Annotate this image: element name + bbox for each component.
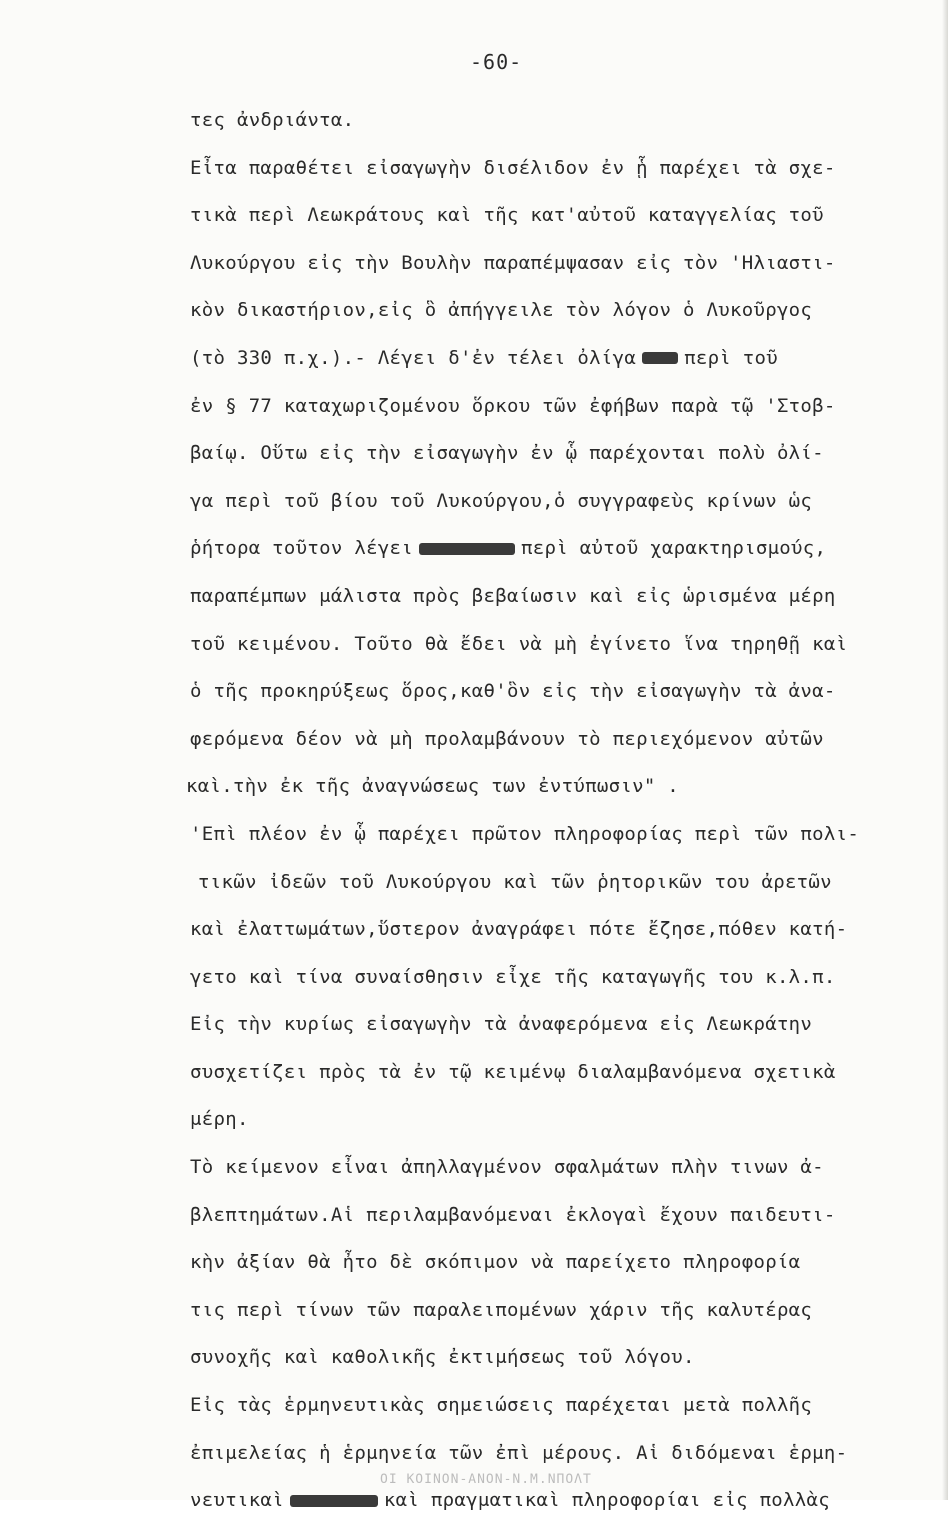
text-line: κὴν ἀξίαν θὰ ἦτο δὲ σκόπιμον νὰ παρείχετο πληροφορία <box>190 1251 801 1274</box>
text-line-segment: καὶ πραγματικαὶ πληροφορίαι εἰς πολλὰς <box>383 1489 831 1512</box>
ink-blot-redaction <box>290 1495 378 1507</box>
text-line: βλεπτημάτων.Αἱ περιλαμβανόμεναι ἐκλογαὶ ἔχουν παιδευτι- <box>190 1203 836 1226</box>
text-line: παραπέμπων μάλιστα πρὸς βεβαίωσιν καὶ εἰς ὡρισμένα μέρη <box>190 584 836 607</box>
ink-blot-redaction <box>419 543 515 555</box>
text-line: τοῦ κειμένου. Τοῦτο θὰ ἔδει νὰ μὴ ἐγίνετο ἵνα τηρηθῇ καὶ <box>190 632 848 655</box>
text-line: ὁ τῆς προκηρύξεως ὅρος,καθ'ὃν εἰς τὴν εἰσαγωγὴν τὰ ἀνα- <box>190 680 836 703</box>
page-number: -60- <box>470 50 523 74</box>
text-line: Λυκούργου εἰς τὴν Βουλὴν παραπέμψασαν εἰς τὸν 'Ηλιαστι- <box>190 251 836 274</box>
text-line: τις περὶ τίνων τῶν παραλειπομένων χάριν τῆς καλυτέρας <box>190 1298 813 1321</box>
text-line: καὶ ἐλαττωμάτων,ὕστερον ἀναγράφει πότε ἔζησε,πόθεν κατή- <box>190 918 848 941</box>
typed-text-body <box>186 97 935 1525</box>
text-line: Εἶτα παραθέτει εἰσαγωγὴν δισέλιδον ἐν ᾗ παρέχει τὰ σχε- <box>190 156 836 179</box>
text-line: φερόμενα δέον νὰ μὴ προλαμβάνουν τὸ περιεχόμενον αὐτῶν <box>190 727 824 750</box>
text-line: Εἰς τὴν κυρίως εἰσαγωγὴν τὰ ἀναφερόμενα εἰς Λεωκράτην <box>190 1013 813 1036</box>
text-line: κὸν δικαστήριον,εἰς ὃ ἀπήγγειλε τὸν λόγον ὁ Λυκοῦργος <box>190 299 813 322</box>
text-line-segment: περὶ αὐτοῦ χαρακτηρισμούς, <box>521 537 827 560</box>
text-line-segment: ῥήτορα τοῦτον λέγει <box>190 537 414 560</box>
text-line: ἐπιμελείας ἡ ἑρμηνεία τῶν ἐπὶ μέρους. Αἱ διδόμεναι ἑρμη- <box>190 1441 848 1464</box>
text-line: συνοχῆς καὶ καθολικῆς ἐκτιμήσεως τοῦ λόγου. <box>190 1346 695 1369</box>
text-line: βαίῳ. Οὕτω εἰς τὴν εἰσαγωγὴν ἐν ᾧ παρέχονται πολὺ ὀλί- <box>190 442 824 465</box>
text-line: τικὰ περὶ Λεωκράτους καὶ τῆς κατ'αὐτοῦ καταγγελίας τοῦ <box>190 204 824 227</box>
faint-footer-stamp: ΟΙ ΚΟΙΝΟΝ-ΑΝΟΝ-Ν.Μ.ΝΠΟΛΤ <box>380 1472 592 1487</box>
text-line <box>190 525 935 573</box>
text-line: συσχετίζει πρὸς τὰ ἐν τῷ κειμένῳ διαλαμβανόμενα σχετικὰ <box>190 1060 836 1083</box>
ink-blot-redaction <box>642 352 678 364</box>
page-edge-shadow <box>942 0 948 1500</box>
text-line <box>190 335 935 383</box>
text-line: γετο καὶ τίνα συναίσθησιν εἶχε τῆς καταγωγῆς του κ.λ.π. <box>190 965 836 988</box>
text-line: τες ἀνδριάντα. <box>190 109 355 131</box>
text-line: ἐν § 77 καταχωριζομένου ὅρκου τῶν ἐφήβων παρὰ τῷ 'Στοβ- <box>190 394 836 417</box>
text-line: τικῶν ἰδεῶν τοῦ Λυκούργου καὶ τῶν ῥητορικῶν του ἀρετῶν <box>198 870 832 893</box>
text-line: Εἰς τὰς ἑρμηνευτικὰς σημειώσεις παρέχεται μετὰ πολλῆς <box>190 1394 813 1417</box>
text-line: Τὸ κείμενον εἶναι ἀπηλλαγμένον σφαλμάτων πλὴν τινων ἀ- <box>190 1156 824 1179</box>
text-line-segment: περὶ τοῦ <box>684 346 779 369</box>
text-line: μέρη. <box>190 1108 249 1131</box>
text-line-segment: νευτικαὶ <box>190 1489 284 1512</box>
text-line: καὶ.τὴν ἐκ τῆς ἀναγνώσεως των ἐντύπωσιν" . <box>186 775 680 798</box>
text-line: 'Επὶ πλέον ἐν ᾧ παρέχει πρῶτον πληροφορίας περὶ τῶν πολι- <box>190 822 860 845</box>
text-line-segment: (τὸ 330 π.χ.).- Λέγει δ'ἐν τέλει ὀλίγα <box>190 346 637 369</box>
text-line: γα περὶ τοῦ βίου τοῦ Λυκούργου,ὁ συγγραφεὺς κρίνων ὡς <box>190 489 813 512</box>
